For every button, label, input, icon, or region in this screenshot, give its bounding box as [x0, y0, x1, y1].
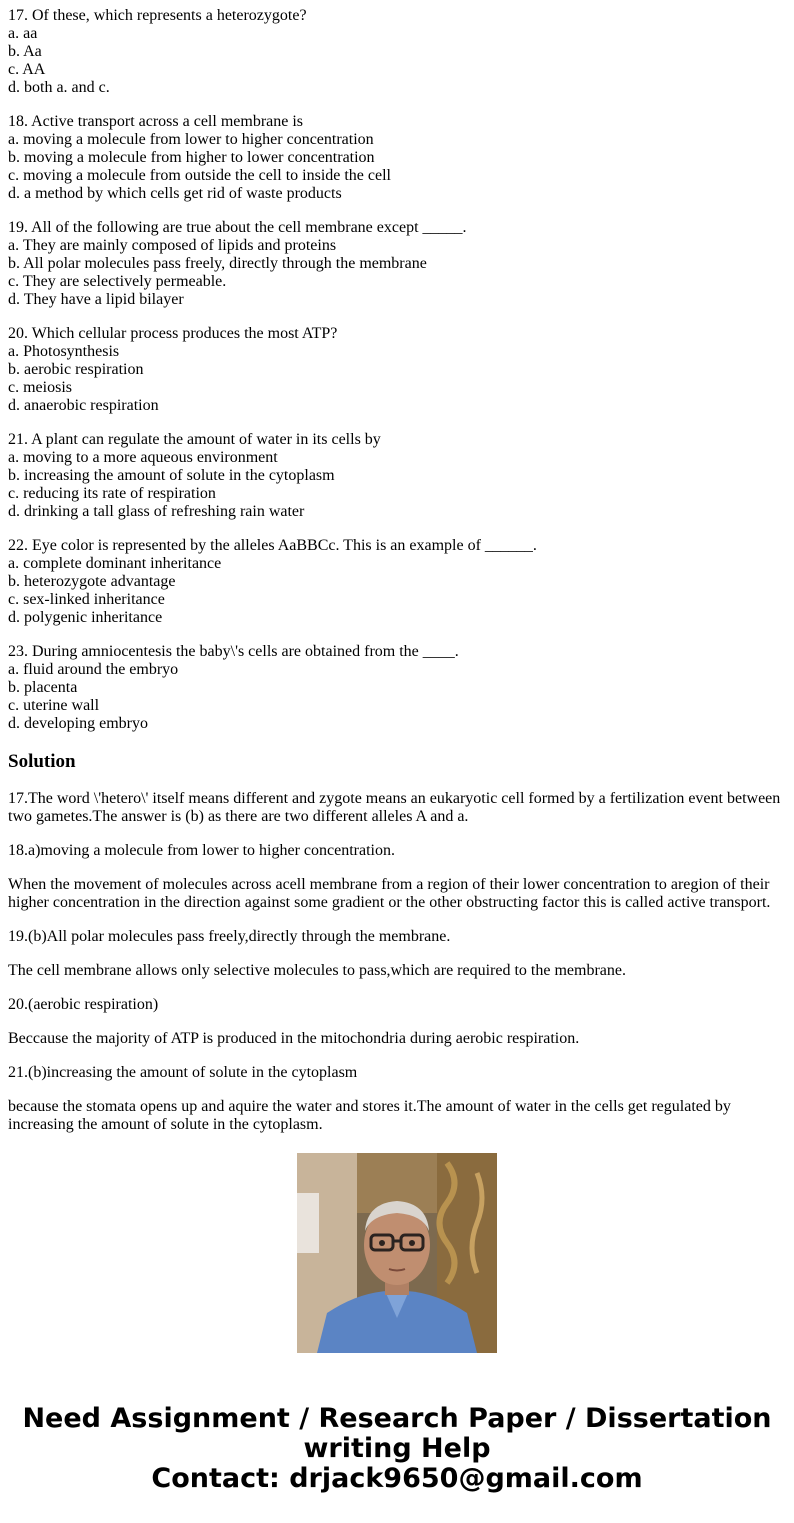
answer-option: b. increasing the amount of solute in the cytoplasm [8, 467, 335, 484]
answer-option: c. reducing its rate of respiration [8, 485, 216, 502]
question-stem: 23. During amniocentesis the baby\'s cells are obtained from the ____. [8, 643, 459, 660]
answer-option: c. meiosis [8, 379, 72, 396]
solution-paragraph: 21.(b)increasing the amount of solute in the cytoplasm [8, 1064, 358, 1081]
answer-option: a. fluid around the embryo [8, 661, 179, 678]
answer-option: c. sex-linked inheritance [8, 591, 165, 608]
answer-option: b. aerobic respiration [8, 361, 144, 378]
question-stem: 21. A plant can regulate the amount of water in its cells by [8, 431, 381, 448]
question-stem: 18. Active transport across a cell membrane is [8, 113, 304, 130]
tutor-avatar [297, 1153, 497, 1353]
answer-option: a. aa [8, 25, 38, 42]
question-block [8, 431, 786, 521]
answer-option: c. moving a molecule from outside the cell to inside the cell [8, 167, 391, 184]
question-block [8, 537, 786, 627]
answer-option: d. They have a lipid bilayer [8, 291, 184, 308]
solution-paragraph: because the stomata opens up and aquire the water and stores it.The amount of water in the cells get regulated by increasing the amount of solute in the cytoplasm. [8, 1098, 731, 1133]
document-body [8, 7, 786, 1133]
solution-heading: Solution [8, 751, 76, 772]
answer-option: b. All polar molecules pass freely, directly through the membrane [8, 255, 427, 272]
answer-option: d. drinking a tall glass of refreshing rain water [8, 503, 305, 520]
answer-option: b. moving a molecule from higher to lower concentration [8, 149, 375, 166]
answer-option: a. moving to a more aqueous environment [8, 449, 278, 466]
answer-option: b. placenta [8, 679, 78, 696]
solution-paragraph: When the movement of molecules across acell membrane from a region of their lower concentration to aregion of their higher concentration in the direction against some gradient or the other obstructing factor this is called active transport. [8, 876, 771, 911]
footer-banner [0, 1404, 794, 1494]
solution-paragraph: 17.The word \'hetero\' itself means different and zygote means an eukaryotic cell formed by a fertilization event between two gametes.The answer is (b) as there are two different alleles A and a. [8, 790, 781, 825]
answer-option: c. They are selectively permeable. [8, 273, 227, 290]
question-list [8, 7, 786, 733]
footer-line-2: writing Help [303, 1433, 491, 1464]
answer-option: a. They are mainly composed of lipids and proteins [8, 237, 337, 254]
answer-option: a. complete dominant inheritance [8, 555, 222, 572]
answer-option: d. anaerobic respiration [8, 397, 159, 414]
answer-option: c. AA [8, 61, 46, 78]
avatar-icon [297, 1153, 497, 1353]
question-block [8, 7, 786, 97]
solution-paragraph: The cell membrane allows only selective molecules to pass,which are required to the membrane. [8, 962, 626, 979]
answer-option: a. Photosynthesis [8, 343, 120, 360]
footer-contact: Contact: drjack9650@gmail.com [151, 1463, 643, 1494]
footer-line-1: Need Assignment / Research Paper / Dissertation [22, 1403, 772, 1434]
question-block [8, 113, 786, 203]
solution-paragraph: 18.a)moving a molecule from lower to higher concentration. [8, 842, 395, 859]
answer-option: d. both a. and c. [8, 79, 110, 96]
solution-text [8, 790, 786, 1134]
solution-paragraph: Beccause the majority of ATP is produced in the mitochondria during aerobic respiration. [8, 1030, 580, 1047]
question-stem: 17. Of these, which represents a heterozygote? [8, 7, 307, 24]
answer-option: d. developing embryo [8, 715, 148, 732]
question-block [8, 325, 786, 415]
solution-paragraph: 19.(b)All polar molecules pass freely,directly through the membrane. [8, 928, 451, 945]
solution-paragraph: 20.(aerobic respiration) [8, 996, 159, 1013]
answer-option: b. heterozygote advantage [8, 573, 176, 590]
question-stem: 22. Eye color is represented by the alleles AaBBCc. This is an example of ______. [8, 537, 537, 554]
question-block [8, 643, 786, 733]
answer-option: d. a method by which cells get rid of waste products [8, 185, 342, 202]
question-block [8, 219, 786, 309]
answer-option: b. Aa [8, 43, 42, 60]
answer-option: c. uterine wall [8, 697, 100, 714]
question-stem: 19. All of the following are true about the cell membrane except _____. [8, 219, 467, 236]
answer-option: d. polygenic inheritance [8, 609, 163, 626]
question-stem: 20. Which cellular process produces the most ATP? [8, 325, 338, 342]
answer-option: a. moving a molecule from lower to higher concentration [8, 131, 374, 148]
